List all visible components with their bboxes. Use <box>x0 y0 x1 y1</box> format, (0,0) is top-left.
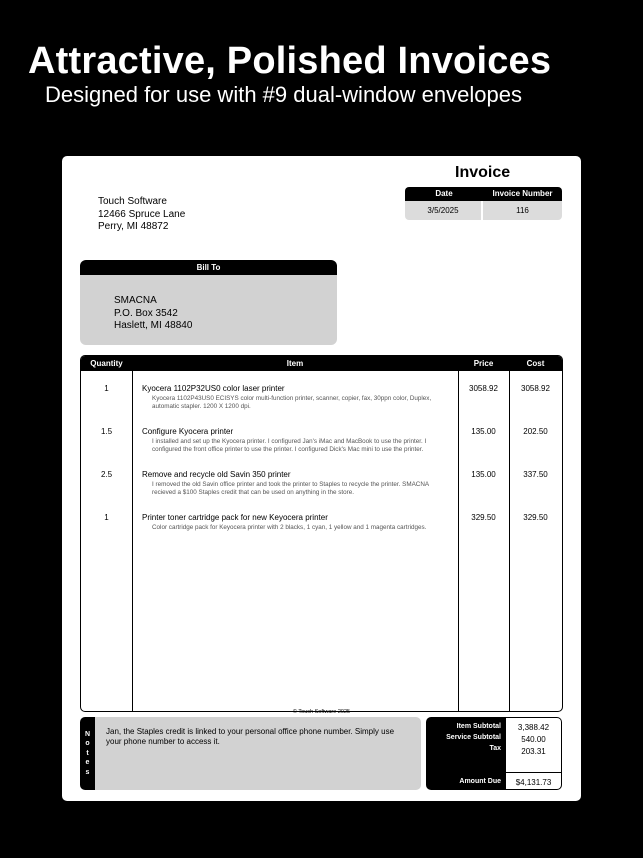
row-item-description: Kyocera 1102P43US0 ECISYS color multi-function printer, scanner, copier, fax, 30ppn color, Duplex, automatic stapler. 1200 X 1200 dpi. <box>152 395 432 410</box>
column-divider <box>509 371 510 711</box>
row-quantity: 1.5 <box>100 427 113 436</box>
price-header: Price <box>473 359 494 368</box>
item-subtotal-value: 3,388.42 <box>517 723 550 732</box>
row-price: 3058.92 <box>469 384 498 393</box>
notes-box[interactable] <box>80 717 421 790</box>
row-cost: 337.50 <box>523 470 548 479</box>
invoice-page <box>62 156 581 801</box>
bill-to-name: SMACNA <box>114 295 157 306</box>
service-subtotal-value: 540.00 <box>521 735 546 744</box>
headline: Attractive, Polished Invoices <box>28 40 552 82</box>
notes-text: Jan, the Staples credit is linked to your personal office phone number. Simply use your phone number to access it. <box>95 717 421 790</box>
line-items-table <box>80 355 563 712</box>
row-item-name: Configure Kyocera printer <box>142 427 234 436</box>
bill-to-header: Bill To <box>80 260 337 275</box>
invoice-title: Invoice <box>455 164 511 181</box>
bill-to-city: Haslett, MI 48840 <box>114 320 193 331</box>
row-cost: 202.50 <box>523 427 548 436</box>
row-price: 329.50 <box>471 513 496 522</box>
invoice-number[interactable]: 116 <box>483 201 562 220</box>
totals-box <box>426 717 562 790</box>
column-divider <box>132 371 133 711</box>
row-item-name: Kyocera 1102P32US0 color laser printer <box>142 384 285 393</box>
sender-street: 12466 Spruce Lane <box>98 208 186 220</box>
invoice-date[interactable]: 3/5/2025 <box>405 201 483 220</box>
quantity-header: Quantity <box>90 359 123 368</box>
tax-label: Tax <box>489 745 501 752</box>
row-item-name: Remove and recycle old Savin 350 printer <box>142 470 291 479</box>
subheadline: Designed for use with #9 dual-window envelopes <box>45 82 522 107</box>
row-price: 135.00 <box>471 470 496 479</box>
sender-address <box>98 196 185 234</box>
bill-to-box[interactable] <box>80 260 337 345</box>
row-item-name: Printer toner cartridge pack for new Keyocera printer <box>142 513 328 522</box>
row-quantity: 1 <box>104 513 109 522</box>
item-header: Item <box>286 359 304 368</box>
column-divider <box>458 371 459 711</box>
totals-divider <box>426 772 562 773</box>
sender-name: Touch Software <box>98 196 167 207</box>
row-item-description: Color cartridge pack for Keyocera printer with 2 blacks, 1 cyan, 1 yellow and 1 magenta cartridges. <box>152 524 427 531</box>
invoice-info-table <box>405 187 562 220</box>
amount-due-value: $4,131.73 <box>515 778 552 787</box>
cost-header: Cost <box>526 359 545 368</box>
row-cost: 329.50 <box>523 513 548 522</box>
amount-due-label: Amount Due <box>459 778 501 785</box>
row-price: 135.00 <box>471 427 496 436</box>
bill-to-street: P.O. Box 3542 <box>114 307 178 319</box>
sender-city: Perry, MI 48872 <box>98 221 169 232</box>
row-item-description: I installed and set up the Kyocera printer. I configured Jan's iMac and MacBook to use the printer. I configured the front office printer to use the printer. I configured Dick's Mac mini to use the printer. <box>152 438 427 453</box>
row-quantity: 1 <box>104 384 109 393</box>
service-subtotal-label: Service Subtotal <box>446 734 501 741</box>
notes-label: N o t e s <box>80 717 95 790</box>
row-cost: 3058.92 <box>521 384 550 393</box>
row-quantity: 2.5 <box>100 470 113 479</box>
copyright-text: © Touch Software 2025 <box>292 709 351 715</box>
invoice-number-header: Invoice Number <box>492 189 553 198</box>
date-header: Date <box>435 189 453 198</box>
tax-value: 203.31 <box>521 747 546 756</box>
row-item-description: I removed the old Savin office printer and took the printer to Staples to recycle the printer. SMACNA recieved a $100 Staples credit that can be used on anything in the store. <box>152 481 429 496</box>
item-subtotal-label: Item Subtotal <box>456 723 501 730</box>
